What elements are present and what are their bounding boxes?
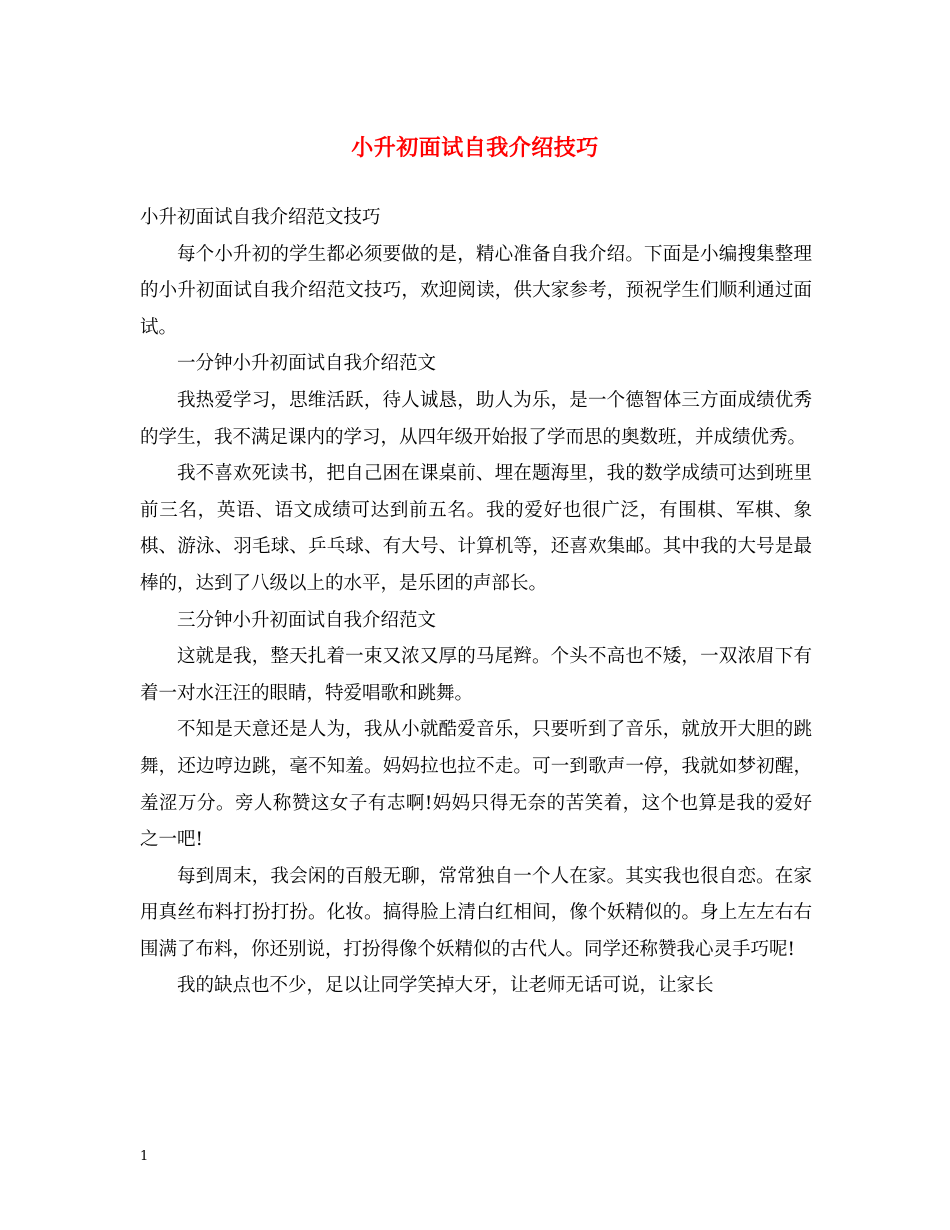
section-heading-three-minute: 三分钟小升初面试自我介绍范文 xyxy=(177,609,437,631)
page-number: 1 xyxy=(140,1149,149,1164)
body-paragraph: 不知是天意还是人为，我从小就酷爱音乐，只要听到了音乐，就放开大胆的跳舞，还边哼边跳，毫不知羞。妈妈拉也拉不走。可一到歌声一停，我就如梦初醒，羞涩万分。旁人称赞这女子有志啊!妈妈只得无奈的苦笑着，这个也算是我的爱好之一吧! xyxy=(140,719,812,851)
body-paragraph: 每到周末，我会闲的百般无聊，常常独自一个人在家。其实我也很自恋。在家用真丝布料打扮打扮。化妆。搞得脸上清白红相间，像个妖精似的。身上左左右右围满了布料，你还别说，打扮得像个妖精似的古代人。同学还称赞我心灵手巧呢! xyxy=(140,865,812,960)
document-title: 小升初面试自我介绍技巧 xyxy=(351,135,599,161)
body-paragraph: 我热爱学习，思维活跃，待人诚恳，助人为乐，是一个德智体三方面成绩优秀的学生，我不满足课内的学习，从四年级开始报了学而思的奥数班，并成绩优秀。 xyxy=(140,389,812,448)
section-heading-one-minute: 一分钟小升初面试自我介绍范文 xyxy=(177,353,437,375)
body-paragraph: 我的缺点也不少，足以让同学笑掉大牙，让老师无话可说，让家长 xyxy=(177,975,714,997)
intro-paragraph: 每个小升初的学生都必须要做的是，精心准备自我介绍。下面是小编搜集整理的小升初面试自我介绍范文技巧，欢迎阅读，供大家参考，预祝学生们顺利通过面试。 xyxy=(140,243,812,338)
document-body xyxy=(140,200,812,1005)
subtitle-paragraph: 小升初面试自我介绍范文技巧 xyxy=(140,207,381,228)
body-paragraph: 这就是我，整天扎着一束又浓又厚的马尾辫。个头不高也不矮，一双浓眉下有着一对水汪汪的眼睛，特爱唱歌和跳舞。 xyxy=(140,646,812,704)
body-paragraph: 我不喜欢死读书，把自己困在课桌前、埋在题海里，我的数学成绩可达到班里前三名，英语、语文成绩可达到前五名。我的爱好也很广泛，有围棋、军棋、象棋、游泳、羽毛球、乒乓球、有大号、计算机等，还喜欢集邮。其中我的大号是最棒的，达到了八级以上的水平，是乐团的声部长。 xyxy=(140,463,812,594)
